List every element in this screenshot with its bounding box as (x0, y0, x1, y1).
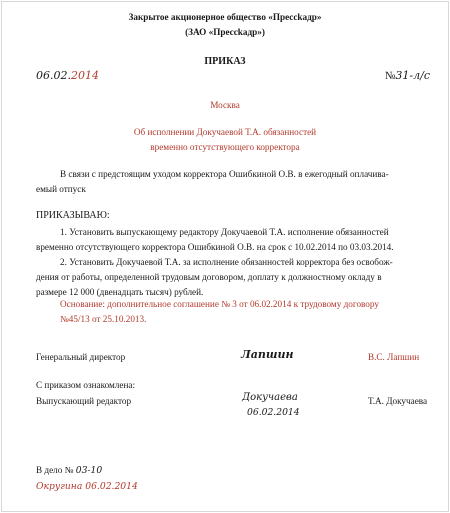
director-name: В.С. Лапшин (368, 352, 420, 362)
acknowledgement-label: С приказом ознакомлена: (36, 380, 136, 390)
decree-heading: ПРИКАЗЫВАЮ: (36, 210, 110, 221)
basis-line-2: №45/13 от 25.10.2013. (60, 314, 147, 324)
item-2-line-2: дения от работы, определенной трудовым договором, доплату к должностному окладу в (36, 272, 382, 282)
editor-signature: Докучаева (242, 392, 298, 403)
item-2-line-3: размере 12 000 (двенадцать тысяч) рублей. (36, 287, 204, 297)
file-number: 03-10 (75, 465, 103, 476)
order-date-year: 2014 (71, 69, 99, 82)
director-title: Генеральный директор (36, 352, 126, 362)
order-title: ПРИКАЗ (204, 56, 246, 67)
file-reference (36, 465, 102, 476)
order-number-prefix: № (384, 70, 396, 82)
item-1-line-2: временно отсутствующего корректора Ошибкиной О.В. на срок с 10.02.2014 по 03.03.2014. (36, 242, 394, 252)
editor-title: Выпускающий редактор (36, 396, 132, 406)
item-2-line-1: 2. Установить Докучаевой Т.А. за исполнение обязанностей корректора без освобож- (60, 257, 393, 267)
director-signature: Лапшин (241, 348, 294, 361)
editor-sign-date: 06.02.2014 (247, 407, 300, 418)
file-label: В дело № (36, 465, 76, 475)
order-subject-line-2: временно отсутствующего корректора (150, 142, 300, 152)
order-number (385, 69, 430, 82)
basis-line-1: Основание: дополнительное соглашение № 3 от 06.02.2014 к трудовому договору (60, 299, 379, 309)
rounded-note: Округина 06.02.2014 (36, 481, 138, 492)
order-number-value: 31-л/с (395, 69, 430, 82)
editor-name: Т.А. Докучаева (368, 396, 428, 406)
intro-line-2: емый отпуск (36, 184, 86, 194)
intro-line-1: В связи с предстоящим уходом корректора Ошибкиной О.В. в ежегодный оплачива- (60, 169, 389, 179)
order-date (36, 69, 99, 82)
org-short-name: (ЗАО «Прессkадр») (185, 27, 265, 37)
org-full-name: Закрытое акционерное общество «Прессkадр» (128, 12, 322, 22)
order-city: Москва (210, 100, 240, 110)
item-1-line-1: 1. Установить выпускающему редактору Докучаевой Т.А. исполнение обязанностей (60, 227, 389, 237)
order-date-day-month: 06.02. (36, 69, 71, 82)
order-subject-line-1: Об исполнении Докучаевой Т.А. обязанностей (133, 127, 317, 137)
